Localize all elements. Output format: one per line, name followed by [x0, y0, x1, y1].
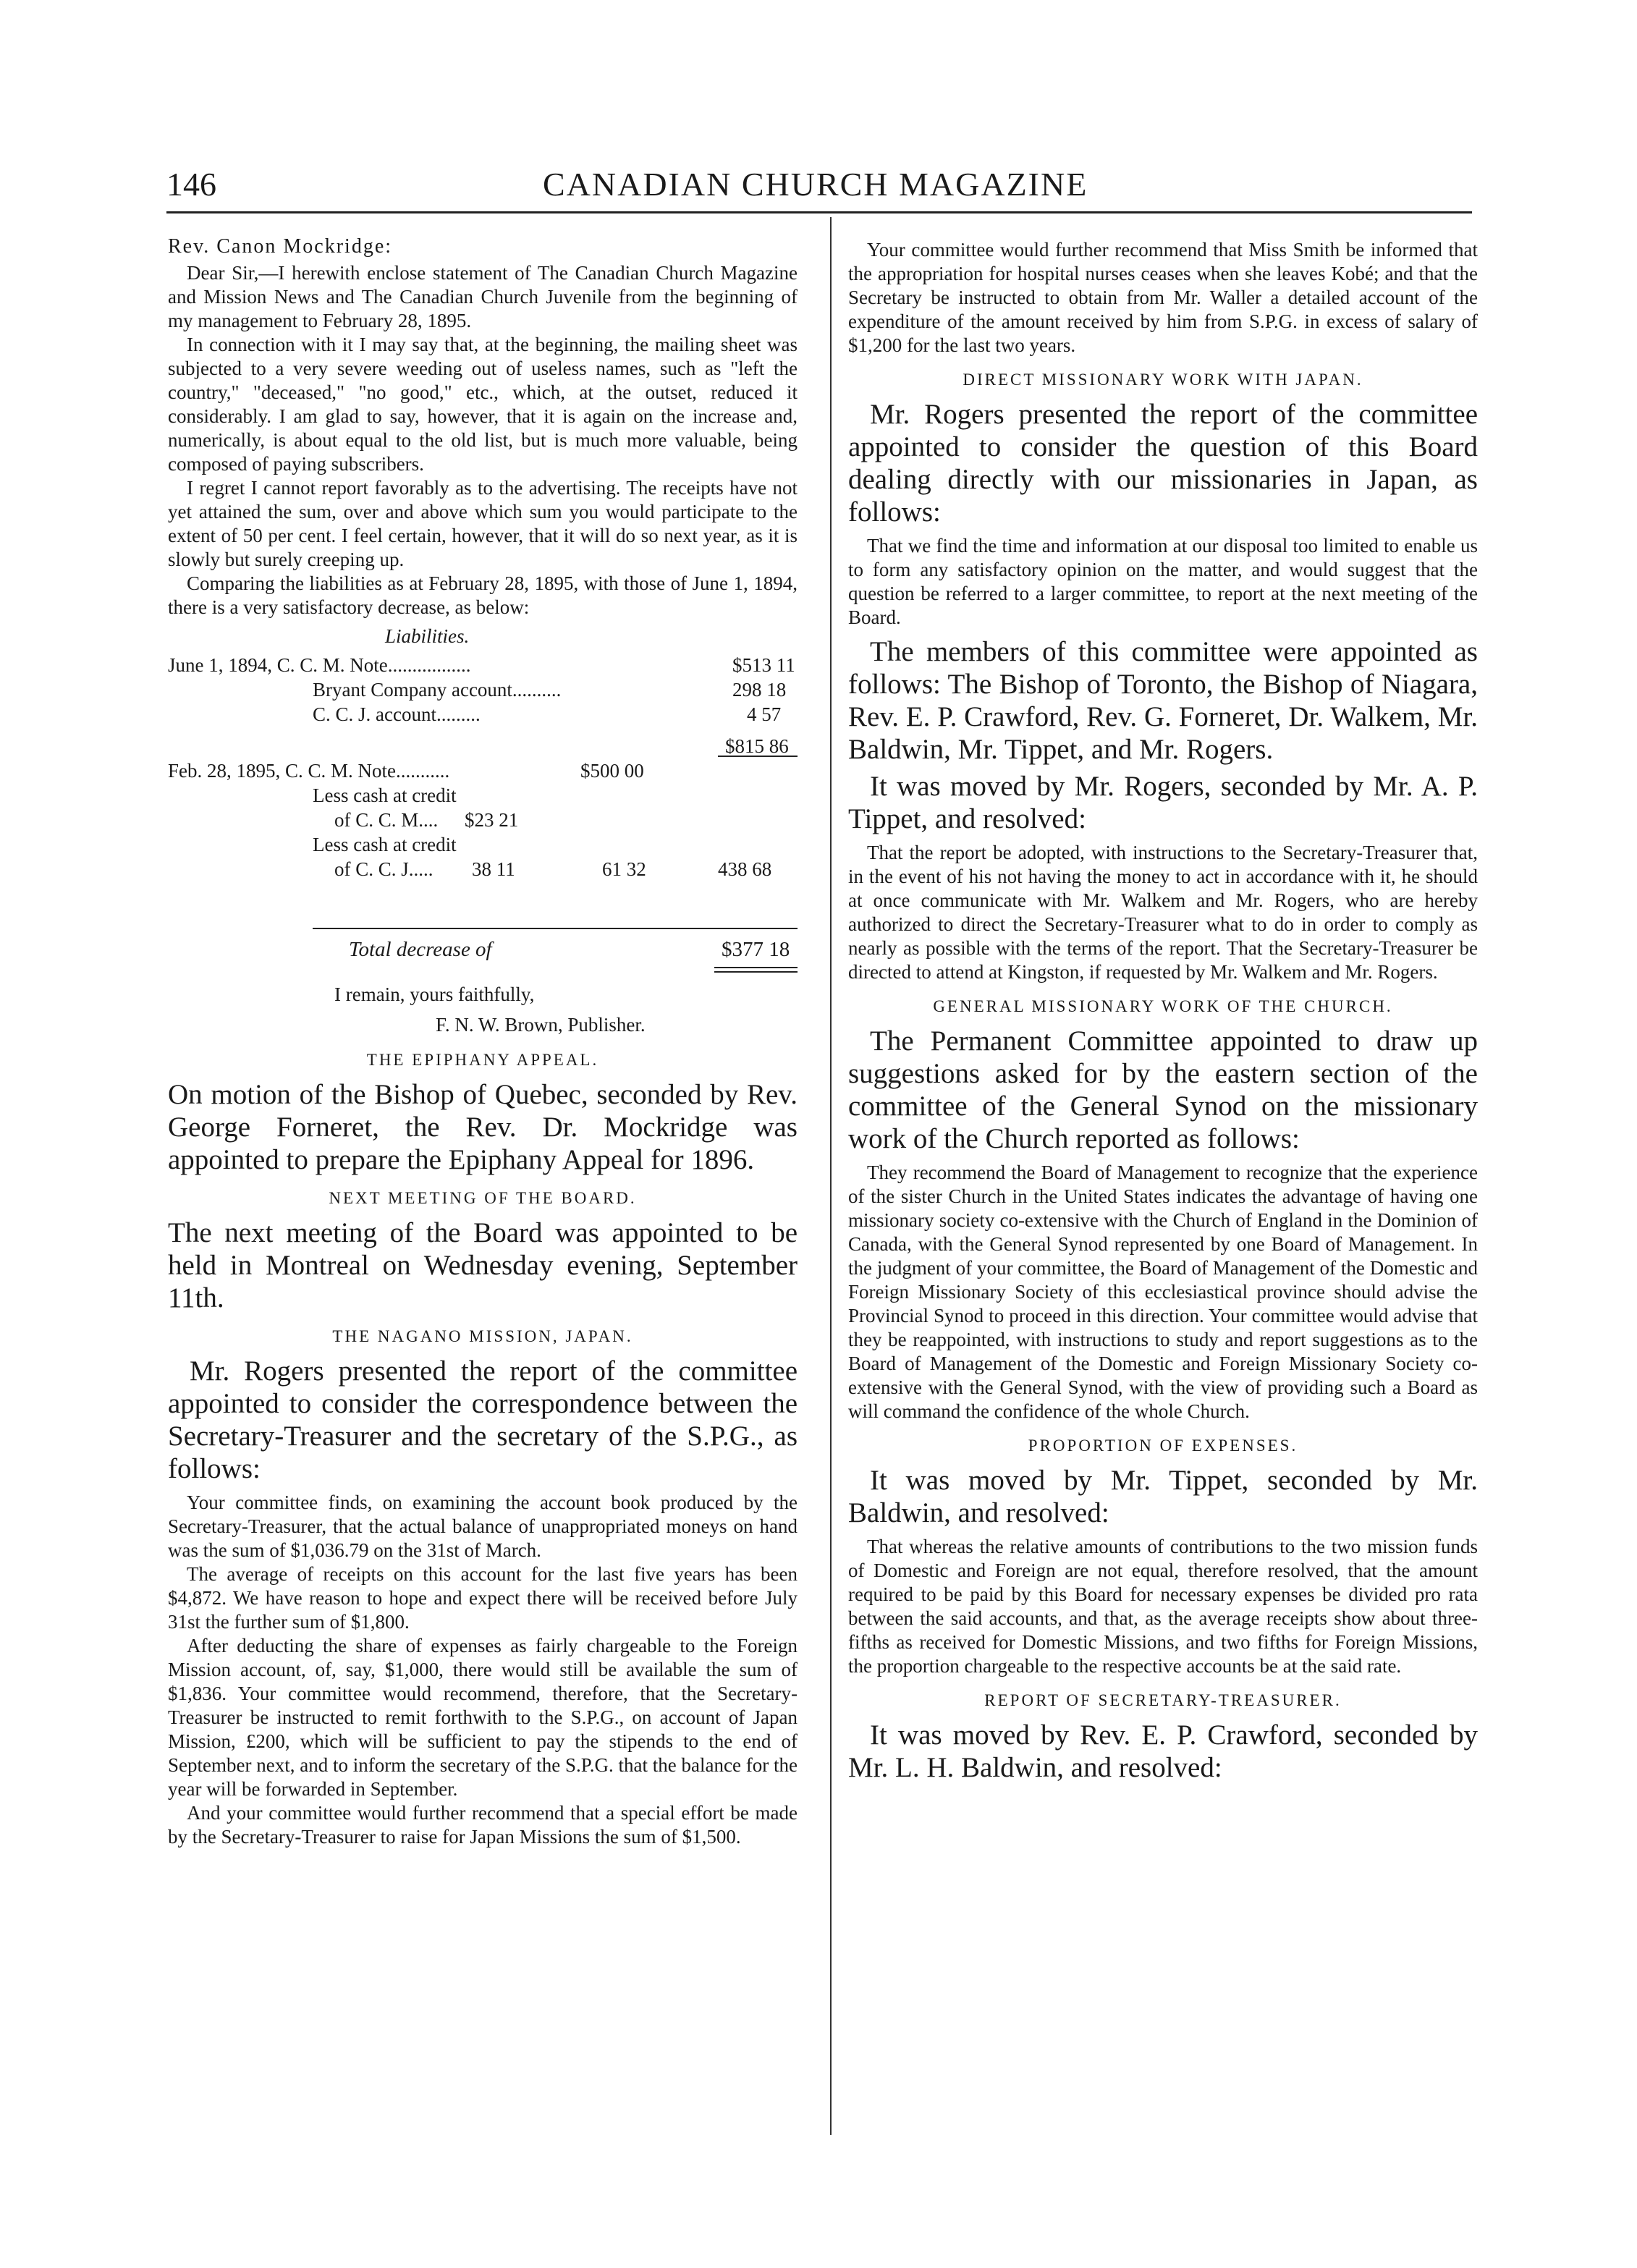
- ledger-label: Less cash at credit: [313, 834, 457, 855]
- letter-paragraph: Dear Sir,—I herewith enclose statement of The Canadian Church Magazine and Mission News and The Canadian Church Juvenile from the beginning of my management to February 28, 1895.: [168, 262, 798, 331]
- ledger-label: C. C. J. account.........: [313, 703, 481, 725]
- liabilities-ledger: [168, 624, 798, 928]
- section-paragraph: On motion of the Bishop of Quebec, seconded by Rev. George Forneret, the Rev. Dr. Mockridge was appointed to prepare the Epiphany Appeal for 1896.: [168, 1079, 798, 1175]
- ledger-label: Less cash at credit: [313, 784, 457, 806]
- ledger-label: June 1, 1894, C. C. M. Note.................: [168, 654, 471, 676]
- letter-paragraph: In connection with it I may say that, at the beginning, the mailing sheet was subjected to a very severe weeding out of useless names, such as "left the country," "deceased," "no good," etc., which, at the outset, reduced it considerably. I am glad to say, however, that it is again on the increase and, numerically, is about equal to the old list, but is much more valuable, being composed of paying subscribers.: [168, 334, 798, 475]
- letter-salutation: Rev. Canon Mockridge:: [168, 235, 393, 258]
- ledger-label: Feb. 28, 1895, C. C. M. Note...........: [168, 760, 450, 782]
- resolution-paragraph: That whereas the relative amounts of contributions to the two mission funds of Domestic and Foreign are not equal, therefore resolved, that the amount required to be paid by this Board for necessary expenses be divided pro rata between the said accounts, and that, as the average receipts show about three-fifths as received for Domestic Missions, and two fifths for Foreign Missions, the proportion chargeable to the respective accounts be at the said rate.: [848, 1536, 1478, 1677]
- ledger-total-value: $377 18: [722, 938, 790, 961]
- section-heading: DIRECT MISSIONARY WORK WITH JAPAN.: [963, 371, 1363, 389]
- section-paragraph: It was moved by Mr. Rogers, seconded by Mr. A. P. Tippet, and resolved:: [848, 771, 1478, 834]
- ledger-amount: 38 11: [472, 858, 515, 880]
- committee-report: [168, 1491, 798, 1849]
- letter-paragraph: Comparing the liabilities as at February 28, 1895, with those of June 1, 1894, there is a very satisfactory decrease, as below:: [168, 572, 798, 618]
- ledger-label: Bryant Company account..........: [313, 679, 562, 701]
- right-column: [848, 228, 1478, 1788]
- section-paragraph: The Permanent Committee appointed to draw up suggestions asked for by the eastern section of the committee of the General Synod on the missionary work of the Church reported as follows:: [848, 1025, 1478, 1154]
- section-heading: PROPORTION OF EXPENSES.: [1028, 1436, 1298, 1455]
- committee-report: [848, 238, 1478, 357]
- report-paragraph: They recommend the Board of Management to recognize that the experience of the sister Church in the United States indicates the advantage of having one missionary society co-extensive with the Church of England in the Dominion of Canada, with the General Synod represented by one Board of Management. In the judgment of your committee, the Board of Management of the Domestic and Foreign Missionary Society of this ecclesiastical province should advise the Provincial Synod to proceed in this direction. Your committee would advise that they be reappointed, with instructions to study and report suggestions as to the Board of Management of the Domestic and Foreign Missionary Society co-extensive with the General Synod, with the view of providing such a Board as will command the confidence of the whole Church.: [848, 1161, 1478, 1422]
- committee-report: [848, 534, 1478, 630]
- letter-signature: F. N. W. Brown, Publisher.: [436, 1014, 646, 1036]
- ledger-amount: $513 11: [732, 654, 795, 676]
- letter-closing: I remain, yours faithfully,: [334, 983, 535, 1005]
- ledger-amount: 4 57: [747, 703, 782, 725]
- resolution-paragraph: That the report be adopted, with instructions to the Secretary-Treasurer that, in the event of his not having the money to act in accordance with it, he should at once communicate with Mr. Walkem and Mr. Rogers, who are hereby authorized to direct the Secretary-Treasurer what to do in order to comply as nearly as possible with the terms of the report. That the Secretary-Treasurer be directed to attend at Kingston, if requested by Mr. Walkem and Mr. Rogers.: [848, 842, 1478, 983]
- report-paragraph: That we find the time and information at our disposal too limited to enable us to form any satisfactory opinion on the matter, and would suggest that the question be referred to a larger committee, to report at the next meeting of the Board.: [848, 535, 1478, 628]
- column-divider: [830, 217, 832, 2135]
- section-paragraph: It was moved by Mr. Tippet, seconded by Mr. Baldwin, and resolved:: [848, 1465, 1478, 1528]
- section-paragraph: It was moved by Rev. E. P. Crawford, seconded by Mr. L. H. Baldwin, and resolved:: [848, 1719, 1478, 1783]
- section-paragraph: Mr. Rogers presented the report of the committee appointed to consider the correspondence between the Secretary-Treasurer and the secretary of the S.P.G., as follows:: [168, 1355, 798, 1484]
- report-paragraph: The average of receipts on this account for the last five years has been $4,872. We have reason to hope and expect there will be received before July 31st the further sum of $1,800.: [168, 1563, 798, 1633]
- section-heading: GENERAL MISSIONARY WORK OF THE CHURCH.: [933, 997, 1393, 1015]
- section-paragraph: Mr. Rogers presented the report of the committee appointed to consider the question of this Board dealing directly with our missionaries in Japan, as follows:: [848, 399, 1478, 528]
- ledger-rule: [313, 928, 798, 929]
- ledger-amount: 298 18: [732, 679, 787, 701]
- ledger-label: of C. C. J.....: [334, 858, 433, 880]
- ledger-amount: 438 68: [718, 858, 772, 880]
- ledger-total: [168, 928, 798, 971]
- section-heading: THE EPIPHANY APPEAL.: [366, 1051, 599, 1069]
- page-number: 146: [166, 166, 216, 203]
- report-paragraph: And your committee would further recommend that a special effort be made by the Secretary-Treasurer to raise for Japan Missions the sum of $1,500.: [168, 1802, 798, 1848]
- resolution: [848, 1535, 1478, 1678]
- letter-paragraph: I regret I cannot report favorably as to the advertising. The receipts have not yet attained the sum, over and above which sum you would participate to the extent of 50 per cent. I feel certain, however, that it will do so next year, as it is slowly but surely creeping up.: [168, 477, 798, 570]
- ledger-amount: 61 32: [602, 858, 646, 880]
- ledger-heading: Liabilities.: [385, 625, 470, 647]
- report-paragraph: After deducting the share of expenses as fairly chargeable to the Foreign Mission account, of, say, $1,000, there would still be available the sum of $1,836. Your committee would recommend, therefore, that the Secretary-Treasurer be instructed to remit forthwith to the S.P.G., on account of Japan Mission, £200, which will be sufficient to pay the stipends to the end of September next, and to inform the secretary of the S.P.G. that the balance for the year will be forwarded in September.: [168, 1635, 798, 1800]
- ledger-amount: $23 21: [465, 809, 519, 831]
- header-rule: [166, 211, 1472, 213]
- left-column: [168, 228, 798, 1855]
- ledger-label: of C. C. M....: [334, 809, 439, 831]
- section-paragraph: The members of this committee were appointed as follows: The Bishop of Toronto, the Bishop of Niagara, Rev. E. P. Crawford, Rev. G. Forneret, Dr. Walkem, Mr. Baldwin, Mr. Tippet, and Mr. Rogers.: [848, 636, 1478, 765]
- ledger-amount: $500 00: [580, 760, 644, 782]
- report-paragraph: Your committee finds, on examining the account book produced by the Secretary-Treasurer, that the actual balance of unappropriated moneys on hand was the sum of $1,036.79 on the 31st of March.: [168, 1491, 798, 1561]
- ledger-subtotal: $815 86: [725, 735, 789, 757]
- section-paragraph: The next meeting of the Board was appointed to be held in Montreal on Wednesday evening, September 11th.: [168, 1217, 798, 1313]
- ledger-double-rule: [714, 967, 798, 968]
- page-header: [166, 165, 1472, 208]
- ledger-double-rule: [714, 971, 798, 973]
- running-title: CANADIAN CHURCH MAGAZINE: [543, 166, 1088, 203]
- section-heading: THE NAGANO MISSION, JAPAN.: [332, 1327, 633, 1345]
- section-heading: REPORT OF SECRETARY-TREASURER.: [984, 1691, 1342, 1709]
- committee-report: [848, 1161, 1478, 1423]
- ledger-total-label: Total decrease of: [349, 938, 492, 961]
- section-heading: NEXT MEETING OF THE BOARD.: [329, 1189, 637, 1207]
- report-paragraph: Your committee would further recommend that Miss Smith be informed that the appropriation for hospital nurses ceases when she leaves Kobé; and that the Secretary be instructed to obtain from Mr. Waller a detailed account of the expenditure of the amount received by him from S.P.G. in excess of salary of $1,200 for the last two years.: [848, 239, 1478, 356]
- resolution: [848, 841, 1478, 984]
